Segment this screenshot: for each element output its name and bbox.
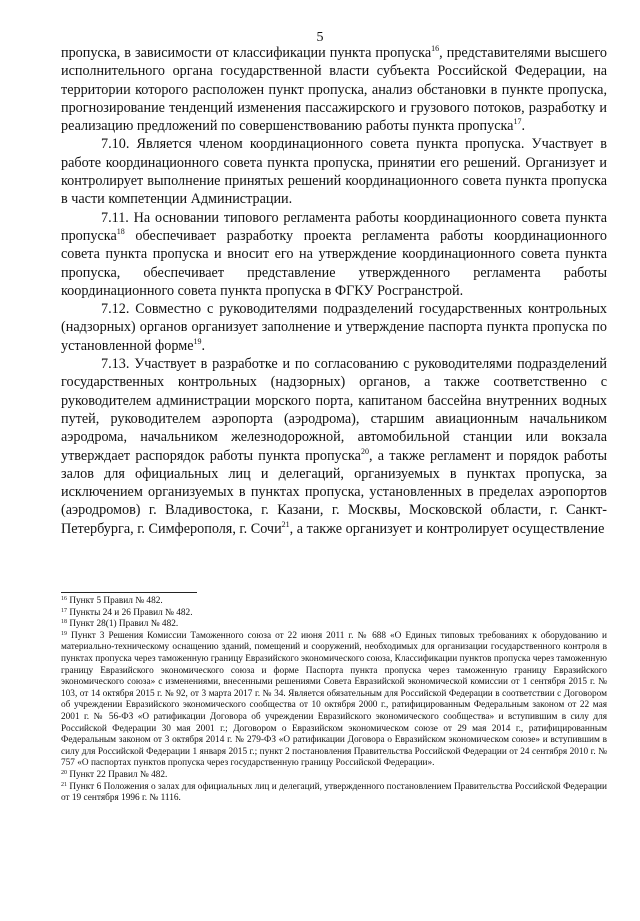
footnote xyxy=(61,770,607,782)
footnote xyxy=(61,619,607,631)
footnote xyxy=(61,596,607,608)
footnote-number: 17 xyxy=(61,607,67,614)
paragraph xyxy=(61,135,607,208)
footnote-ref: 21 xyxy=(281,519,290,529)
body-text xyxy=(61,44,607,538)
footnote-ref: 16 xyxy=(431,44,440,53)
footnote-text: Пункт 22 Правил № 482. xyxy=(67,769,168,780)
footnote-number: 19 xyxy=(61,630,67,637)
page-number: 5 xyxy=(316,30,324,45)
paragraph-text: , а также регламент и порядок работы залов для официальных лиц и делегаций, организуемых в пунктах пропуска, за исключением организуемых в пунктах пропуска, установленных в пределах аэропортов (аэродромов) г. Владивостока, г. Казани, г. Москвы, Московской области, г. Санкт-Петербурга, г. Симферополя, г. Сочи xyxy=(61,447,607,537)
footnote-number: 18 xyxy=(61,619,67,626)
footnote-ref: 20 xyxy=(360,446,369,456)
footnote xyxy=(61,782,607,805)
paragraph-text: обеспечивает разработку проекта регламента работы координационного совета пункта пропуска и вносит его на утверждение координационного совета пункта пропуска, обеспечивает представление утвержденного регламента работы координационного совета пункта пропуска в ФГКУ Росгранстрой. xyxy=(61,227,607,299)
paragraph-text: 7.11. На основании типового регламента работы координационного совета пункта пропуска xyxy=(61,209,607,244)
footnote-number: 16 xyxy=(61,596,67,602)
footnote-text: Пункты 24 и 26 Правил № 482. xyxy=(67,607,193,618)
paragraph-text: . xyxy=(201,337,206,354)
paragraph-text: 7.12. Совместно с руководителями подразделений государственных контрольных (надзорных) органов организует заполнение и утверждение паспорта пункта пропуска по установленной форме xyxy=(61,301,607,354)
paragraph xyxy=(61,209,607,300)
footnote-text: Пункт 28(1) Правил № 482. xyxy=(67,619,179,630)
footnote-divider xyxy=(61,592,197,593)
paragraph-text: , а также организует и контролирует осуществление xyxy=(289,520,605,537)
paragraph xyxy=(61,44,607,135)
paragraph-text: . xyxy=(521,118,526,135)
footnote-ref: 19 xyxy=(193,336,202,346)
footnote xyxy=(61,631,607,770)
paragraph-text: 7.10. Является членом координационного совета пункта пропуска. Участвует в работе координационного совета пункта пропуска, принятии его решений. Организует и контролирует выполнение принятых решений координационного совета пункта пропуска в части компетенции Администрации. xyxy=(61,136,607,208)
footnote-ref: 17 xyxy=(513,117,522,127)
paragraph xyxy=(61,355,607,538)
paragraph xyxy=(61,300,607,355)
footnote-text: Пункт 3 Решения Комиссии Таможенного союза от 22 июня 2011 г. № 688 «О Единых типовых требованиях к оборудованию и материально-техническому оснащению зданий, помещений и сооружений, необходимых для организации государственного контроля в пунктах пропуска через таможенную границу Евразийского экономического союза, Классификации пунктов пропуска через таможенную границу Евразийского экономического союза и форме Паспорта пункта пропуска через таможенную границу Евразийского экономического союза» с изменениями, внесенными решениями Совета Евразийской экономической комиссии от 1 сентября 2015 г. № 103, от 14 октября 2015 г. № 92, от 3 марта 2017 г. № 34. Является обязательным для Российской Федерации в соответствии с Договором об учреждении Евразийского экономического сообщества от 10 октября 2000 г., ратифицированным Федеральным законом от 22 мая 2001 г. № 56-ФЗ «О ратификации Договора об учреждении Евразийского экономического сообщества» и вступившим в силу для Российской Федерации 30 мая 2001 г.; Договором о Евразийском экономическом союзе от 29 мая 2014 г., ратифицированным Федеральным законом от 3 октября 2014 г. № 279-ФЗ «О ратификации Договора о Евразийском экономическом союзе» и вступившим в силу для Российской Федерации 1 января 2015 г.; пункт 2 постановления Правительства Российской Федерации от 24 сентября 2010 г. № 757 «О паспортах пунктов пропуска через государственную границу Российской Федерации». xyxy=(61,630,607,769)
footnote xyxy=(61,608,607,620)
paragraph-text: 7.13. Участвует в разработке и по согласованию с руководителями подразделений государственных контрольных (надзорных) органов, а также соответственно с руководителем администрации морского порта, капитаном бассейна внутренних водных путей, руководителем аэропорта (аэродрома), старшим авиационным начальником аэродрома, начальником железнодорожной, автомобильной станции или вокзала утверждает распорядок работы пункта пропуска xyxy=(61,356,607,464)
paragraph-text: пропуска, в зависимости от классификации пункта пропуска xyxy=(61,45,432,61)
footnote-text: Пункт 5 Правил № 482. xyxy=(67,596,163,606)
footnote-ref: 18 xyxy=(116,226,125,236)
footnote-text: Пункт 6 Положения о залах для официальных лиц и делегаций, утвержденного постановлением Правительства Российской Федерации от 19 сентября 1996 г. № 1116. xyxy=(61,781,607,804)
footnote-number: 20 xyxy=(61,769,67,776)
paragraph-text: , представителями высшего исполнительного органа государственной власти субъекта Российской Федерации, на территории которого расположен пункт пропуска, анализ обстановки в пункте пропуска, прогнозирование тенденций изменения пассажирского и грузового потоков, разработку и реализацию предложений по совершенствованию работы пункта пропуска xyxy=(61,45,608,135)
footnotes xyxy=(61,596,607,805)
footnote-number: 21 xyxy=(61,781,67,788)
